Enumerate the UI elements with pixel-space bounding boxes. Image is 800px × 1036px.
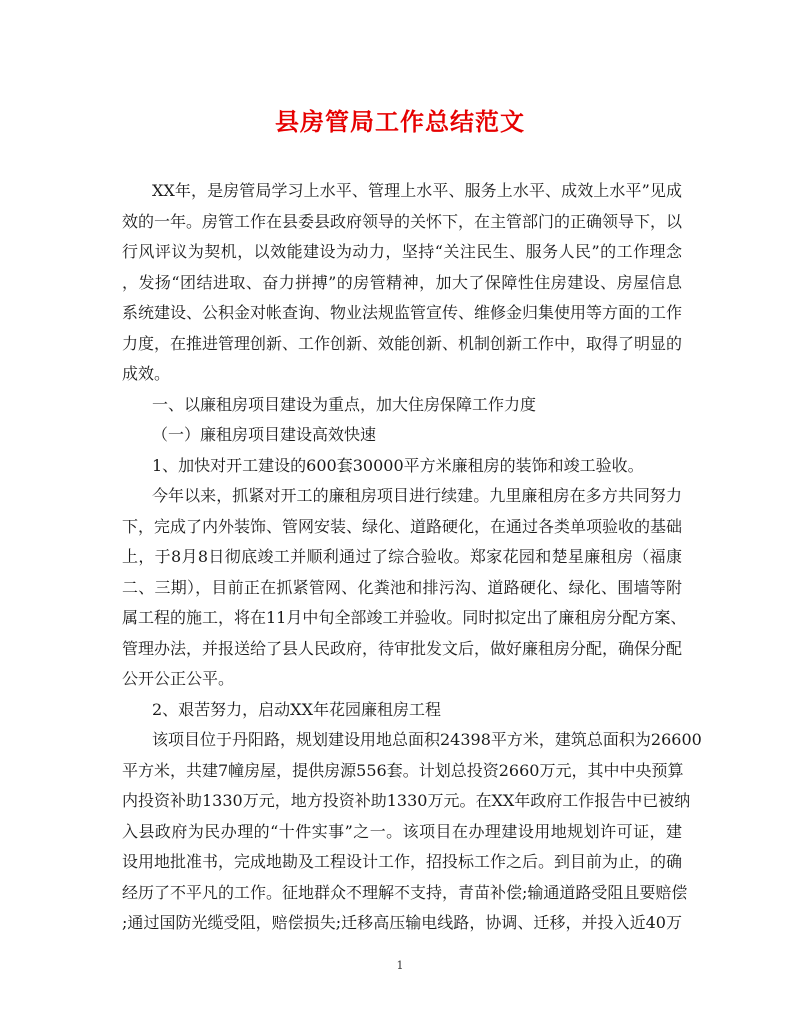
item-heading-2: 2、艰苦努力，启动XX年花园廉租房工程 <box>152 699 441 719</box>
text-line-23: 设用地批准书，完成地勘及工程设计工作，招投标工作之后。到目前为止，的确 <box>122 852 683 871</box>
text-line-24: 经历了不平凡的工作。征地群众不理解不支持，青苗补偿;输通道路受阻且要赔偿 <box>122 882 688 902</box>
text-line-19: 该项目位于丹阳路，规划建设用地总面积24398平方米，建筑总面积为26600 <box>152 730 702 749</box>
text-line-3: 行风评议为契机，以效能建设为动力，坚持“关注民生、服务人民”的工作理念 <box>122 242 682 261</box>
document-body <box>122 176 702 939</box>
text-line-11: 今年以来，抓紧对开工的廉租房项目进行续建。九里廉租房在多方共同努力 <box>152 486 682 505</box>
text-line-1: XX年，是房管局学习上水平、管理上水平、服务上水平、成效上水平”见成 <box>152 181 682 200</box>
page-number: 1 <box>396 959 404 972</box>
text-line-17: 公开公正公平。 <box>122 669 235 688</box>
text-line-6: 力度，在推进管理创新、工作创新、效能创新、机制创新工作中，取得了明显的 <box>122 333 683 353</box>
text-line-16: 管理办法，并报送给了县人民政府，待审批发文后，做好廉租房分配，确保分配 <box>122 638 683 658</box>
text-line-20: 平方米，共建7幢房屋，提供房源556套。计划总投资2660万元，其中中央预算 <box>122 760 684 780</box>
section-heading-1: 一、以廉租房项目建设为重点，加大住房保障工作力度 <box>152 394 537 414</box>
text-line-5: 系统建设、公积金对帐查询、物业法规监管宣传、维修金归集使用等方面的工作 <box>122 303 683 322</box>
text-line-2: 效的一年。房管工作在县委县政府领导的关怀下，在主管部门的正确领导下，以 <box>122 211 683 231</box>
text-line-14: 二、三期），目前正在抓紧管网、化粪池和排污沟、道路硬化、绿化、围墙等附 <box>122 577 682 597</box>
subsection-heading-1: （一）廉租房项目建设高效快速 <box>152 425 377 444</box>
text-line-21: 内投资补助1330万元，地方投资补助1330万元。在XX年政府工作报告中已被纳 <box>122 791 691 810</box>
document-title: 县房管局工作总结范文 <box>275 107 525 136</box>
text-line-25: ;通过国防光缆受阻，赔偿损失;迁移高压输电线路，协调、迁移，并投入近40万 <box>122 913 682 932</box>
text-line-13: 上，于8月8日彻底竣工并顺利通过了综合验收。郑家花园和楚星廉租房（福康 <box>122 547 682 566</box>
text-line-4: ，发扬“团结进取、奋力拼搏”的房管精神，加大了保障性住房建设、房屋信息 <box>122 272 682 292</box>
text-line-15: 属工程的施工，将在11月中旬全部竣工并验收。同时拟定出了廉租房分配方案、 <box>122 608 687 627</box>
text-line-7: 成效。 <box>122 364 171 383</box>
text-line-22: 入县政府为民办理的“十件实事”之一。该项目在办理建设用地规划许可证，建 <box>122 821 682 841</box>
text-line-12: 下，完成了内外装饰、管网安装、绿化、道路硬化，在通过各类单项验收的基础 <box>122 516 683 536</box>
item-heading-1: 1、加快对开工建设的600套30000平方米廉租房的装饰和竣工验收。 <box>152 455 644 475</box>
